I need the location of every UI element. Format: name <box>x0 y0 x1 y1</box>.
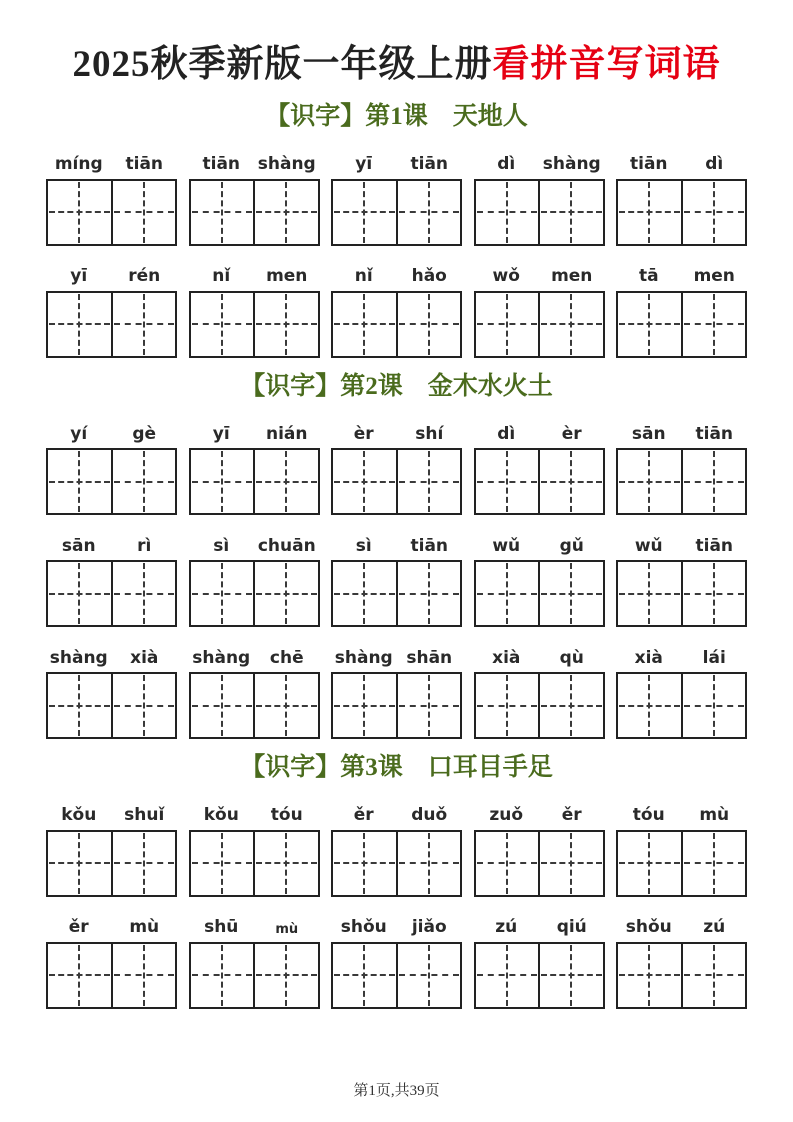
pinyin-label: shí <box>415 423 444 444</box>
word-group <box>46 646 177 739</box>
pinyin-row <box>616 153 747 175</box>
word-row <box>46 804 747 897</box>
word-group <box>474 153 605 246</box>
pinyin-label: chē <box>269 647 304 668</box>
word-group <box>189 153 320 246</box>
pinyin-row <box>616 646 747 668</box>
word-group <box>474 804 605 897</box>
writing-cell <box>618 450 681 513</box>
writing-grid <box>46 291 177 358</box>
pinyin-label: tiān <box>695 535 734 556</box>
writing-cell <box>191 944 254 1007</box>
pinyin-label: dì <box>497 423 516 444</box>
pinyin-row <box>616 265 747 287</box>
pinyin-label: ěr <box>68 917 89 938</box>
writing-grid <box>46 942 177 1009</box>
pinyin-label: zú <box>495 917 518 938</box>
writing-cell <box>48 450 111 513</box>
writing-grid <box>189 830 320 897</box>
pinyin-row <box>331 422 462 444</box>
pinyin-label: tóu <box>632 805 665 826</box>
writing-cell <box>476 450 539 513</box>
section-heading: 【识字】第1课 天地人 <box>265 103 528 131</box>
writing-cell <box>618 674 681 737</box>
worksheet-body <box>0 101 793 1009</box>
writing-cell <box>396 562 461 625</box>
word-group <box>189 265 320 358</box>
pinyin-row <box>616 916 747 938</box>
writing-cell <box>48 832 111 895</box>
writing-cell <box>191 450 254 513</box>
writing-cell <box>111 674 176 737</box>
pinyin-label: nǐ <box>354 266 373 287</box>
pinyin-row <box>189 265 320 287</box>
pinyin-label: shàng <box>192 647 251 668</box>
writing-cell <box>618 562 681 625</box>
pinyin-label: yī <box>355 154 373 175</box>
writing-cell <box>538 832 603 895</box>
pinyin-label: nián <box>265 423 308 444</box>
word-group <box>616 422 747 515</box>
pinyin-row <box>331 916 462 938</box>
writing-cell <box>191 832 254 895</box>
pinyin-label: shàng <box>257 154 316 175</box>
writing-cell <box>111 181 176 244</box>
pinyin-label: wǔ <box>634 535 663 556</box>
pinyin-label: èr <box>561 423 582 444</box>
pinyin-row <box>474 534 605 556</box>
pinyin-label: tiān <box>629 154 668 175</box>
writing-cell <box>681 293 746 356</box>
writing-cell <box>48 293 111 356</box>
pinyin-row <box>189 422 320 444</box>
pinyin-label: tiān <box>202 154 241 175</box>
pinyin-row <box>46 422 177 444</box>
word-group <box>331 646 462 739</box>
pinyin-label: kǒu <box>203 805 239 826</box>
word-group <box>616 804 747 897</box>
writing-cell <box>538 674 603 737</box>
writing-cell <box>191 674 254 737</box>
pinyin-label: tóu <box>270 805 303 826</box>
writing-cell <box>333 293 396 356</box>
writing-grid <box>474 448 605 515</box>
pinyin-row <box>46 153 177 175</box>
writing-cell <box>396 450 461 513</box>
word-row <box>46 916 747 1009</box>
pinyin-label: duǒ <box>411 805 448 826</box>
writing-cell <box>111 450 176 513</box>
pinyin-row <box>331 153 462 175</box>
pinyin-row <box>616 804 747 826</box>
pinyin-label: shàng <box>49 647 108 668</box>
word-group <box>474 265 605 358</box>
pinyin-label: shǒu <box>625 917 672 938</box>
pinyin-label: yí <box>70 423 88 444</box>
pinyin-row <box>331 534 462 556</box>
pinyin-label: jiǎo <box>411 917 447 938</box>
pinyin-row <box>189 804 320 826</box>
pinyin-label: shǒu <box>340 917 387 938</box>
pinyin-label: dì <box>705 154 724 175</box>
writing-grid <box>189 291 320 358</box>
pinyin-row <box>46 916 177 938</box>
writing-grid <box>46 672 177 739</box>
pinyin-label: tiān <box>410 154 449 175</box>
pinyin-label: gè <box>132 423 157 444</box>
word-row <box>46 265 747 358</box>
writing-grid <box>46 830 177 897</box>
pinyin-label: qiú <box>556 917 587 938</box>
page-title <box>0 42 793 88</box>
writing-cell <box>253 293 318 356</box>
writing-cell <box>111 562 176 625</box>
writing-cell <box>191 181 254 244</box>
writing-grid <box>331 179 462 246</box>
pinyin-row <box>189 153 320 175</box>
writing-grid <box>331 291 462 358</box>
pinyin-row <box>474 916 605 938</box>
pinyin-row <box>189 646 320 668</box>
writing-cell <box>476 562 539 625</box>
word-row <box>46 422 747 515</box>
pinyin-label: yī <box>70 266 88 287</box>
writing-cell <box>396 674 461 737</box>
pinyin-label: mù <box>699 805 730 826</box>
writing-grid <box>616 291 747 358</box>
writing-cell <box>476 181 539 244</box>
writing-grid <box>331 672 462 739</box>
pinyin-label: men <box>693 266 735 287</box>
pinyin-label: tiān <box>410 535 449 556</box>
writing-cell <box>618 293 681 356</box>
word-group <box>189 646 320 739</box>
pinyin-label: shàng <box>542 154 601 175</box>
writing-cell <box>333 562 396 625</box>
pinyin-row <box>46 646 177 668</box>
pinyin-label: sān <box>61 535 96 556</box>
writing-cell <box>681 944 746 1007</box>
word-group <box>616 534 747 627</box>
word-group <box>189 916 320 1009</box>
writing-grid <box>474 830 605 897</box>
writing-cell <box>111 293 176 356</box>
word-group <box>616 916 747 1009</box>
pinyin-row <box>474 265 605 287</box>
pinyin-row <box>331 646 462 668</box>
writing-grid <box>331 830 462 897</box>
word-group <box>331 916 462 1009</box>
pinyin-row <box>474 153 605 175</box>
writing-cell <box>396 944 461 1007</box>
word-group <box>46 534 177 627</box>
writing-cell <box>48 674 111 737</box>
pinyin-row <box>616 534 747 556</box>
pinyin-label: shàng <box>334 647 393 668</box>
word-group <box>616 646 747 739</box>
writing-cell <box>476 293 539 356</box>
writing-cell <box>253 562 318 625</box>
writing-grid <box>474 291 605 358</box>
word-row <box>46 534 747 627</box>
pinyin-row <box>46 534 177 556</box>
word-group <box>474 916 605 1009</box>
section-heading: 【识字】第2课 金木水火土 <box>240 372 553 400</box>
pinyin-row <box>331 265 462 287</box>
writing-cell <box>618 944 681 1007</box>
writing-grid <box>189 179 320 246</box>
writing-cell <box>618 832 681 895</box>
writing-cell <box>681 450 746 513</box>
pinyin-row <box>474 646 605 668</box>
writing-grid <box>46 179 177 246</box>
pinyin-label: gǔ <box>559 535 584 556</box>
section-heading: 【识字】第3课 口耳目手足 <box>240 754 553 782</box>
writing-cell <box>253 450 318 513</box>
writing-cell <box>333 450 396 513</box>
writing-grid <box>616 560 747 627</box>
pinyin-label: men <box>266 266 308 287</box>
word-group <box>331 153 462 246</box>
writing-cell <box>333 674 396 737</box>
pinyin-row <box>189 916 320 938</box>
word-group <box>46 422 177 515</box>
pinyin-label: zuǒ <box>489 805 524 826</box>
writing-cell <box>333 832 396 895</box>
pinyin-label: dì <box>497 154 516 175</box>
title-text-black: 2025秋季新版一年级上册 <box>72 44 493 85</box>
writing-cell <box>681 832 746 895</box>
pinyin-label: men <box>551 266 593 287</box>
word-group <box>189 422 320 515</box>
pinyin-label: kǒu <box>61 805 97 826</box>
writing-grid <box>474 179 605 246</box>
pinyin-row <box>616 422 747 444</box>
pinyin-label: rì <box>137 535 152 556</box>
word-group <box>46 265 177 358</box>
writing-grid <box>189 448 320 515</box>
writing-cell <box>48 181 111 244</box>
pinyin-row <box>474 804 605 826</box>
pinyin-label: yī <box>212 423 230 444</box>
writing-cell <box>48 944 111 1007</box>
pinyin-label: xià <box>634 647 663 668</box>
writing-grid <box>331 560 462 627</box>
writing-cell <box>396 832 461 895</box>
writing-cell <box>111 944 176 1007</box>
writing-grid <box>616 179 747 246</box>
pinyin-label: wǒ <box>492 266 520 287</box>
writing-grid <box>46 448 177 515</box>
writing-cell <box>396 181 461 244</box>
writing-grid <box>189 942 320 1009</box>
writing-grid <box>331 942 462 1009</box>
pinyin-label: nǐ <box>212 266 231 287</box>
pinyin-label: mù <box>129 917 160 938</box>
writing-cell <box>476 832 539 895</box>
word-row <box>46 646 747 739</box>
writing-cell <box>48 562 111 625</box>
writing-cell <box>681 562 746 625</box>
writing-cell <box>253 181 318 244</box>
writing-cell <box>538 181 603 244</box>
writing-cell <box>253 944 318 1007</box>
writing-grid <box>616 672 747 739</box>
pinyin-label: wǔ <box>492 535 521 556</box>
pinyin-label: chuān <box>257 535 316 556</box>
pinyin-label: tā <box>638 266 659 287</box>
pinyin-label: shuǐ <box>124 805 165 826</box>
pinyin-label: míng <box>54 154 103 175</box>
writing-cell <box>538 450 603 513</box>
word-group <box>46 804 177 897</box>
pinyin-row <box>46 804 177 826</box>
writing-cell <box>333 181 396 244</box>
writing-cell <box>191 293 254 356</box>
pinyin-label: ěr <box>353 805 374 826</box>
word-group <box>616 153 747 246</box>
pinyin-row <box>46 265 177 287</box>
writing-cell <box>538 293 603 356</box>
writing-grid <box>616 448 747 515</box>
pinyin-label: tiān <box>125 154 164 175</box>
writing-cell <box>253 674 318 737</box>
pinyin-label: xià <box>130 647 159 668</box>
pinyin-label: qù <box>559 647 584 668</box>
pinyin-label: hǎo <box>411 266 447 287</box>
word-group <box>189 534 320 627</box>
writing-grid <box>46 560 177 627</box>
pinyin-label: sì <box>213 535 230 556</box>
word-group <box>331 265 462 358</box>
writing-cell <box>253 832 318 895</box>
writing-grid <box>189 560 320 627</box>
writing-cell <box>111 832 176 895</box>
pinyin-label: sān <box>631 423 666 444</box>
title-text-red: 看拼音写词语 <box>492 44 721 85</box>
word-group <box>331 804 462 897</box>
writing-cell <box>191 562 254 625</box>
writing-cell <box>681 181 746 244</box>
pinyin-label: rén <box>128 266 161 287</box>
pinyin-label: ěr <box>561 805 582 826</box>
pinyin-label: mù <box>275 922 299 938</box>
pinyin-label: zú <box>703 917 726 938</box>
pinyin-label: èr <box>353 423 374 444</box>
pinyin-label: xià <box>492 647 521 668</box>
page-footer: 第1页,共39页 <box>353 1083 440 1099</box>
writing-cell <box>538 562 603 625</box>
writing-grid <box>474 560 605 627</box>
writing-cell <box>396 293 461 356</box>
writing-cell <box>538 944 603 1007</box>
writing-grid <box>474 672 605 739</box>
writing-cell <box>618 181 681 244</box>
word-group <box>46 916 177 1009</box>
pinyin-row <box>189 534 320 556</box>
writing-grid <box>189 672 320 739</box>
word-group <box>331 534 462 627</box>
pinyin-label: sì <box>355 535 372 556</box>
word-group <box>616 265 747 358</box>
word-group <box>474 422 605 515</box>
word-group <box>474 534 605 627</box>
writing-grid <box>331 448 462 515</box>
writing-grid <box>474 942 605 1009</box>
writing-grid <box>616 830 747 897</box>
word-group <box>331 422 462 515</box>
pinyin-row <box>474 422 605 444</box>
pinyin-label: tiān <box>695 423 734 444</box>
word-group <box>474 646 605 739</box>
writing-cell <box>681 674 746 737</box>
word-group <box>189 804 320 897</box>
writing-cell <box>476 674 539 737</box>
writing-cell <box>476 944 539 1007</box>
pinyin-row <box>331 804 462 826</box>
pinyin-label: lái <box>702 647 726 668</box>
writing-cell <box>333 944 396 1007</box>
pinyin-label: shū <box>204 917 239 938</box>
writing-grid <box>616 942 747 1009</box>
word-row <box>46 153 747 246</box>
word-group <box>46 153 177 246</box>
pinyin-label: shān <box>406 647 453 668</box>
